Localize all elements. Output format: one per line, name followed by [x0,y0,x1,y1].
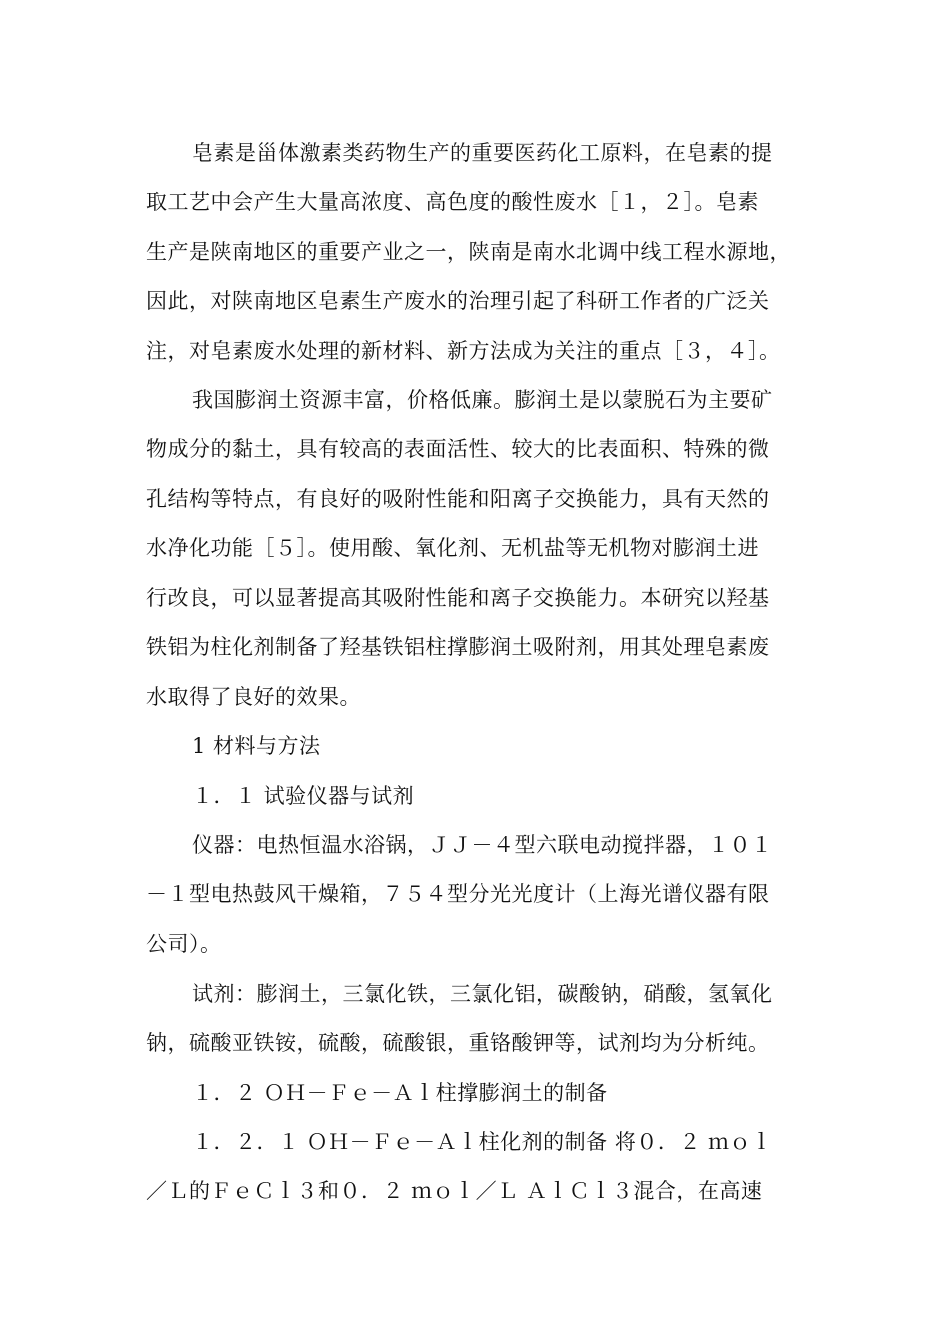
text-line: ／Ｌ的ＦｅＣｌ３和０．２ ｍｏｌ／Ｌ ＡｌＣｌ３混合，在高速 [146,1179,763,1203]
text-line: 水净化功能［５］。使用酸、氧化剂、无机盐等无机物对膨润土进 [146,536,759,560]
text-line: －１型电热鼓风干燥箱，７５４型分光光度计（上海光谱仪器有限 [146,882,770,906]
text-line: 行改良，可以显著提高其吸附性能和离子交换能力。本研究以羟基 [146,586,770,610]
text-line: 仪器：电热恒温水浴锅，ＪＪ－４型六联电动搅拌器，１０１ [192,833,773,857]
text-line: 铁铝为柱化剂制备了羟基铁铝柱撑膨润土吸附剂，用其处理皂素废 [146,635,770,659]
text-line: 取工艺中会产生大量高浓度、高色度的酸性废水［１，２］。皂素 [146,190,759,214]
text-line: 因此，对陕南地区皂素生产废水的治理引起了科研工作者的广泛关 [146,289,770,313]
text-line: 公司）。 [146,932,222,956]
text-line: 物成分的黏土，具有较高的表面活性、较大的比表面积、特殊的微 [146,437,770,461]
text-line: 皂素是甾体激素类药物生产的重要医药化工原料，在皂素的提 [192,141,773,165]
section-heading: 1 材料与方法 [192,734,321,758]
text-line: １．２．１ ＯＨ－Ｆｅ－Ａｌ柱化剂的制备 将０．２ ｍｏｌ [192,1130,773,1154]
text-line: 试剂：膨润土，三氯化铁，三氯化铝，碳酸钠，硝酸，氢氧化 [192,982,773,1006]
text-line: 生产是陕南地区的重要产业之一，陕南是南水北调中线工程水源地， [146,240,791,264]
text-line: 水取得了良好的效果。 [146,685,361,709]
text-line: 孔结构等特点，有良好的吸附性能和阳离子交换能力，具有天然的 [146,487,770,511]
text-line: 我国膨润土资源丰富，价格低廉。膨润土是以蒙脱石为主要矿 [192,388,773,412]
subsection-heading: １．１ 试验仪器与试剂 [192,784,415,808]
text-line: 钠，硫酸亚铁铵，硫酸，硫酸银，重铬酸钾等，试剂均为分析纯。 [146,1031,770,1055]
subsection-heading: １．２ ＯＨ－Ｆｅ－Ａｌ柱撑膨润土的制备 [192,1081,608,1105]
text-line: 注，对皂素废水处理的新材料、新方法成为关注的重点［３，４］。 [146,339,781,363]
